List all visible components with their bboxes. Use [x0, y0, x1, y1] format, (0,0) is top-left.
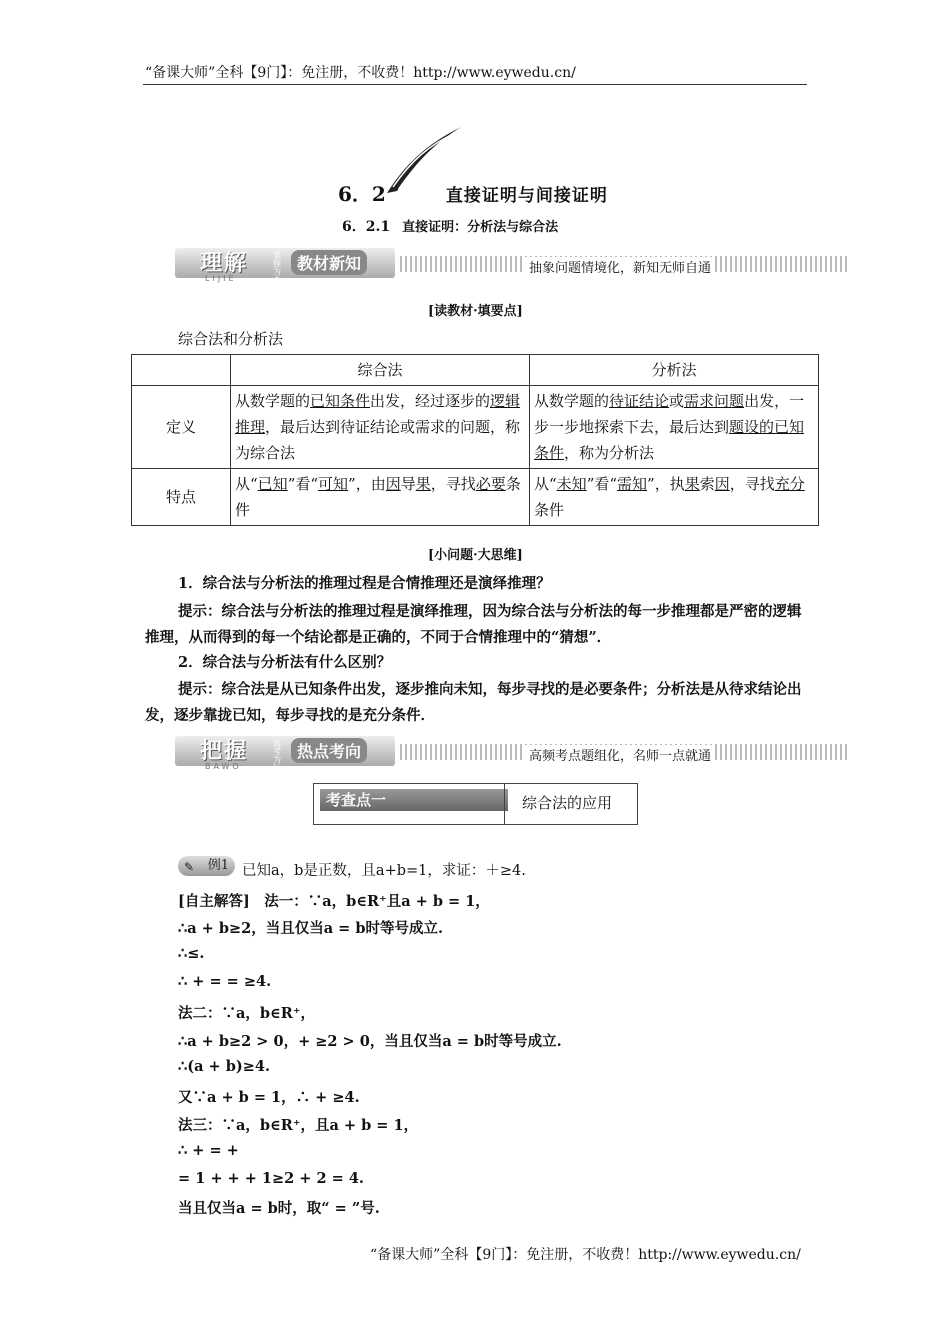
answer-2: 提示：综合法是从已知条件出发，逐步推向未知，每步寻找的是必要条件；分析法是从待求结论出发，逐步靠拢已知，每步寻找的是充分条件．	[145, 681, 802, 724]
banner-mid-text: 教材新知	[291, 250, 367, 275]
subsection-title	[342, 216, 558, 236]
section-number: 6．2	[338, 182, 386, 206]
banner-slogan: 高频考点题组化，名师一点就通	[525, 745, 715, 764]
solution-line: 当且仅当a = b时，取“ = ”号.	[178, 1200, 380, 1217]
solution-line: ∴ + = +	[178, 1142, 239, 1159]
solution-line: 法三：∵a，b∈R⁺，且a + b = 1，	[178, 1117, 419, 1134]
kaodian-label: 考查点一	[320, 789, 508, 811]
example-problem: 已知a，b是正数，且a+b=1，求证：＋≥4.	[242, 863, 526, 879]
table-cell: 从“未知”看“需知”，执果索因，寻找充分条件	[530, 469, 819, 526]
solution-line: ∴ + = = ≥4.	[178, 973, 272, 990]
page-footer: “备课大师”全科【9门】：免注册，不收费！http://www.eywedu.cn/	[370, 1247, 801, 1263]
section-tag-think: [小问题·大思维]	[428, 548, 523, 563]
banner-small-text: 高考为标	[273, 739, 281, 772]
question-1: 1．综合法与分析法的推理过程是合情推理还是演绎推理？	[178, 575, 551, 592]
banner-big-text: 理解	[200, 251, 249, 276]
solution-line: ∴≤.	[178, 945, 205, 962]
question-2: 2．综合法与分析法有什么区别？	[178, 654, 392, 671]
solution-line: ∴(a + b)≥4.	[178, 1058, 271, 1075]
solution-line: [自主解答] 法一：∵a，b∈R⁺且a + b = 1，	[178, 893, 490, 910]
table-row	[132, 386, 819, 469]
example-badge: ✎ 例1	[178, 856, 235, 876]
banner-understand	[175, 244, 847, 284]
section-tag-read: [读教材·填要点]	[428, 304, 523, 319]
table-row	[132, 469, 819, 526]
kaodian-box	[313, 783, 638, 825]
section-title	[338, 178, 608, 207]
banner-mid-text: 热点考向	[291, 738, 367, 763]
banner-small-text: 掌握为本	[273, 251, 281, 284]
table-cell: 从数学题的待证结论或需求问题出发，一步一步地探索下去，最后达到题设的已知条件，称为分析法	[530, 386, 819, 469]
section-title-text: 直接证明与间接证明	[445, 186, 608, 206]
header-divider	[143, 84, 807, 85]
table-cell: 从“已知”看“可知”，由因导果，寻找必要条件	[231, 469, 530, 526]
pencil-icon: ✎	[184, 860, 195, 874]
banner-pinyin: LIJIE	[205, 274, 237, 283]
comparison-table	[131, 354, 819, 526]
banner-grasp	[175, 732, 847, 772]
solution-line: ∴a + b≥2，当且仅当a = b时等号成立.	[178, 920, 444, 937]
answer-1: 提示：综合法与分析法的推理过程是演绎推理，因为综合法与分析法的每一步推理都是严密的逻辑推理，从而得到的每一个结论都是正确的，不同于合情推理中的“猜想”．	[145, 603, 802, 646]
kaodian-text: 综合法的应用	[522, 794, 613, 812]
page-header: “备课大师”全科【9门】：免注册，不收费！http://www.eywedu.cn/	[145, 65, 576, 81]
banner-pinyin: BAWO	[205, 762, 242, 771]
subsection-number: 6．2.1	[342, 219, 391, 235]
table-header: 分析法	[530, 355, 819, 386]
row-label: 定义	[132, 386, 231, 469]
solution-line: 法二：∵a，b∈R⁺，	[178, 1005, 315, 1022]
table-row	[132, 355, 819, 386]
row-label: 特点	[132, 469, 231, 526]
solution-line: 又∵a + b = 1，∴ + ≥4.	[178, 1089, 360, 1106]
banner-big-text: 把握	[200, 739, 249, 764]
solution-line: ∴a + b≥2 > 0，+ ≥2 > 0，当且仅当a = b时等号成立.	[178, 1033, 562, 1050]
subsection-title-text: 直接证明：分析法与综合法	[402, 220, 559, 235]
table-header: 综合法	[231, 355, 530, 386]
table-cell: 从数学题的已知条件出发，经过逐步的逻辑推理，最后达到待证结论或需求的问题，称为综合法	[231, 386, 530, 469]
table-caption: 综合法和分析法	[178, 330, 284, 348]
banner-slogan: 抽象问题情境化，新知无师自通	[525, 257, 715, 276]
solution-line: = 1 + + + 1≥2 + 2 = 4.	[178, 1170, 364, 1187]
